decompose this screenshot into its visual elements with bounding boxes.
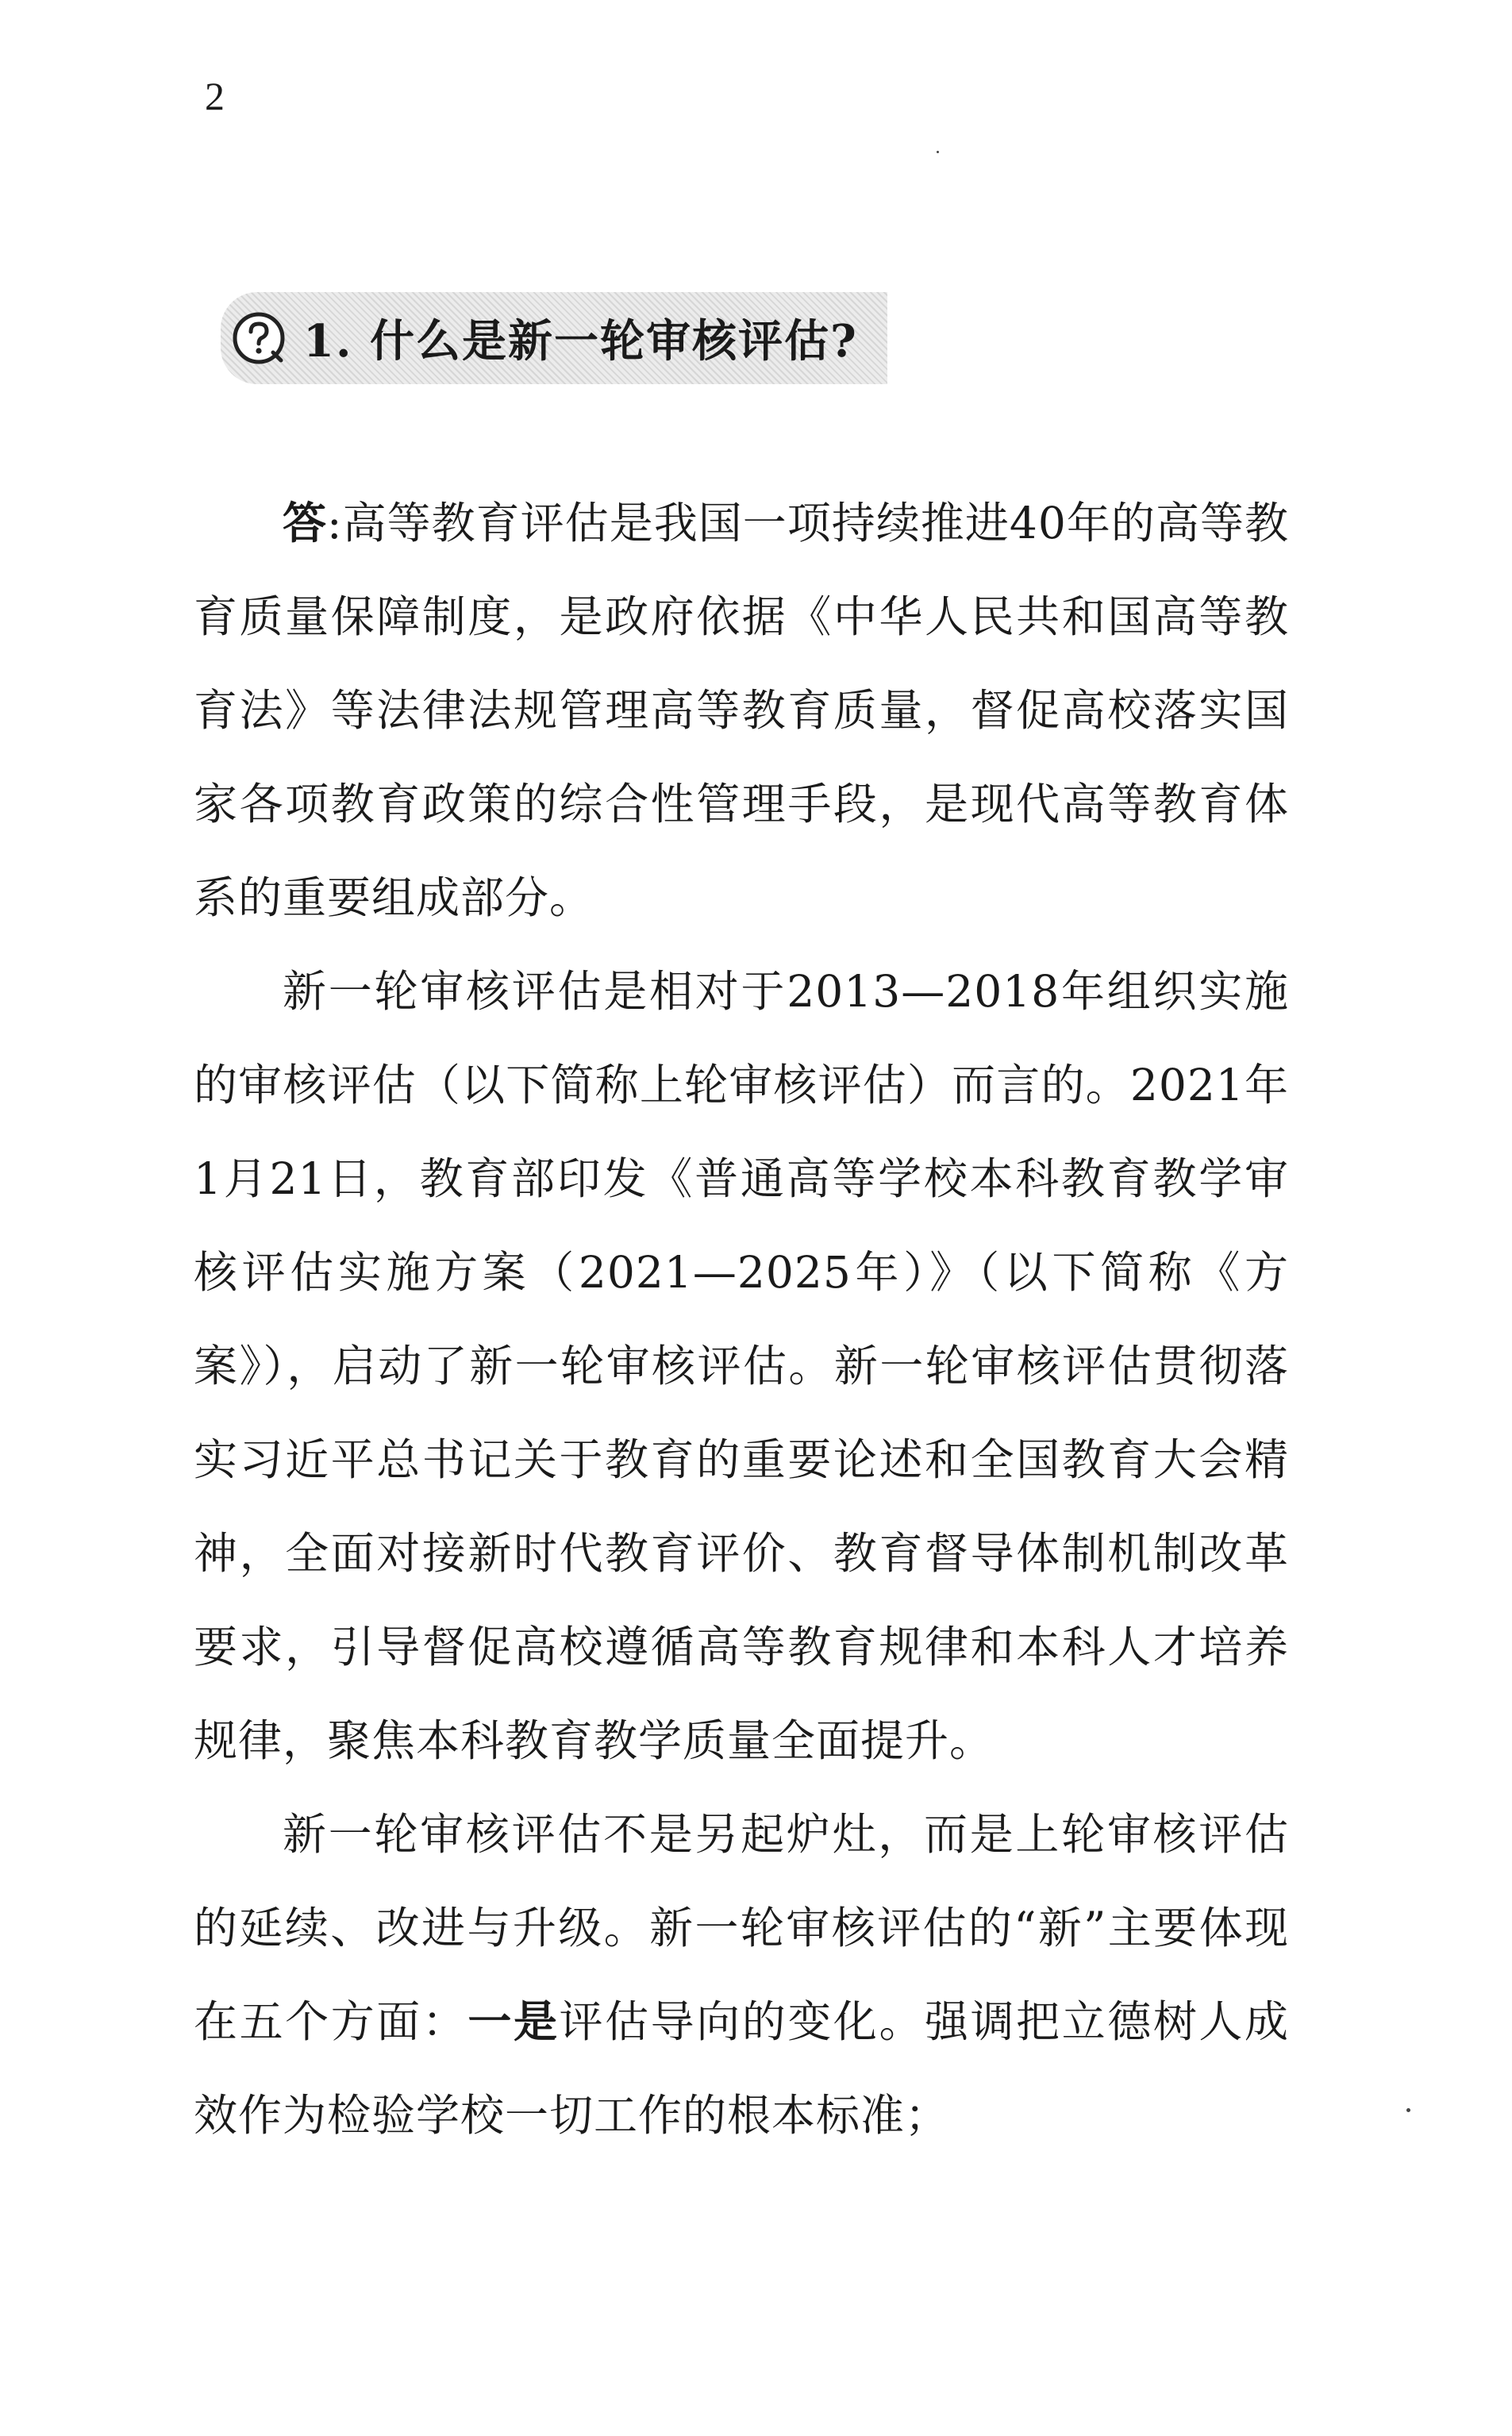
answer-paragraph-2: 新一轮审核评估是相对于2013—2018年组织实施的审核评估（以下简称上轮审核评估）而言的。2021年1月21日，教育部印发《普通高等学校本科教育教学审核评估实施方案（2021—2025年）》（以下简称《方案》），启动了新一轮审核评估。新一轮审核评估贯彻落实习近平总书记关于教育的重要论述和全国教育大会精神，全面对接新时代教育评价、教育督导体制机制改革要求，引导督促高校遵循高等教育规律和本科人才培养规律，聚焦本科教育教学质量全面提升。 [194, 966, 1289, 1766]
question-mark-icon [232, 311, 286, 365]
page-number: 2 [205, 74, 225, 118]
answer-paragraph-1 [194, 476, 1289, 945]
scan-speck [937, 151, 939, 153]
answer-paragraph-3-emphasis: 一是 [467, 1995, 560, 2047]
scan-speck [1406, 2108, 1410, 2112]
answer-paragraph-3-start: 新一轮审核评估不是另起炉灶，而是上轮审核评估的延续、改进与升级。新一轮审核评估的“新”主要体现在五个方面： [194, 1809, 1289, 2047]
answer-body [194, 476, 1289, 2162]
question-title: 1. 什么是新一轮审核评估? [303, 315, 858, 368]
answer-paragraph-3 [194, 1788, 1289, 2162]
answer-separator: : [327, 498, 343, 548]
question-heading [221, 292, 887, 384]
answer-paragraph-1-text: 高等教育评估是我国一项持续推进40年的高等教育质量保障制度，是政府依据《中华人民共和国高等教育法》等法律法规管理高等教育质量，督促高校落实国家各项教育政策的综合性管理手段，是现代高等教育体系的重要组成部分。 [194, 498, 1289, 923]
answer-label: 答 [283, 497, 328, 548]
answer-paragraph-3-end: 评估导向的变化。强调把立德树人成效作为检验学校一切工作的根本标准； [194, 1996, 1289, 2141]
